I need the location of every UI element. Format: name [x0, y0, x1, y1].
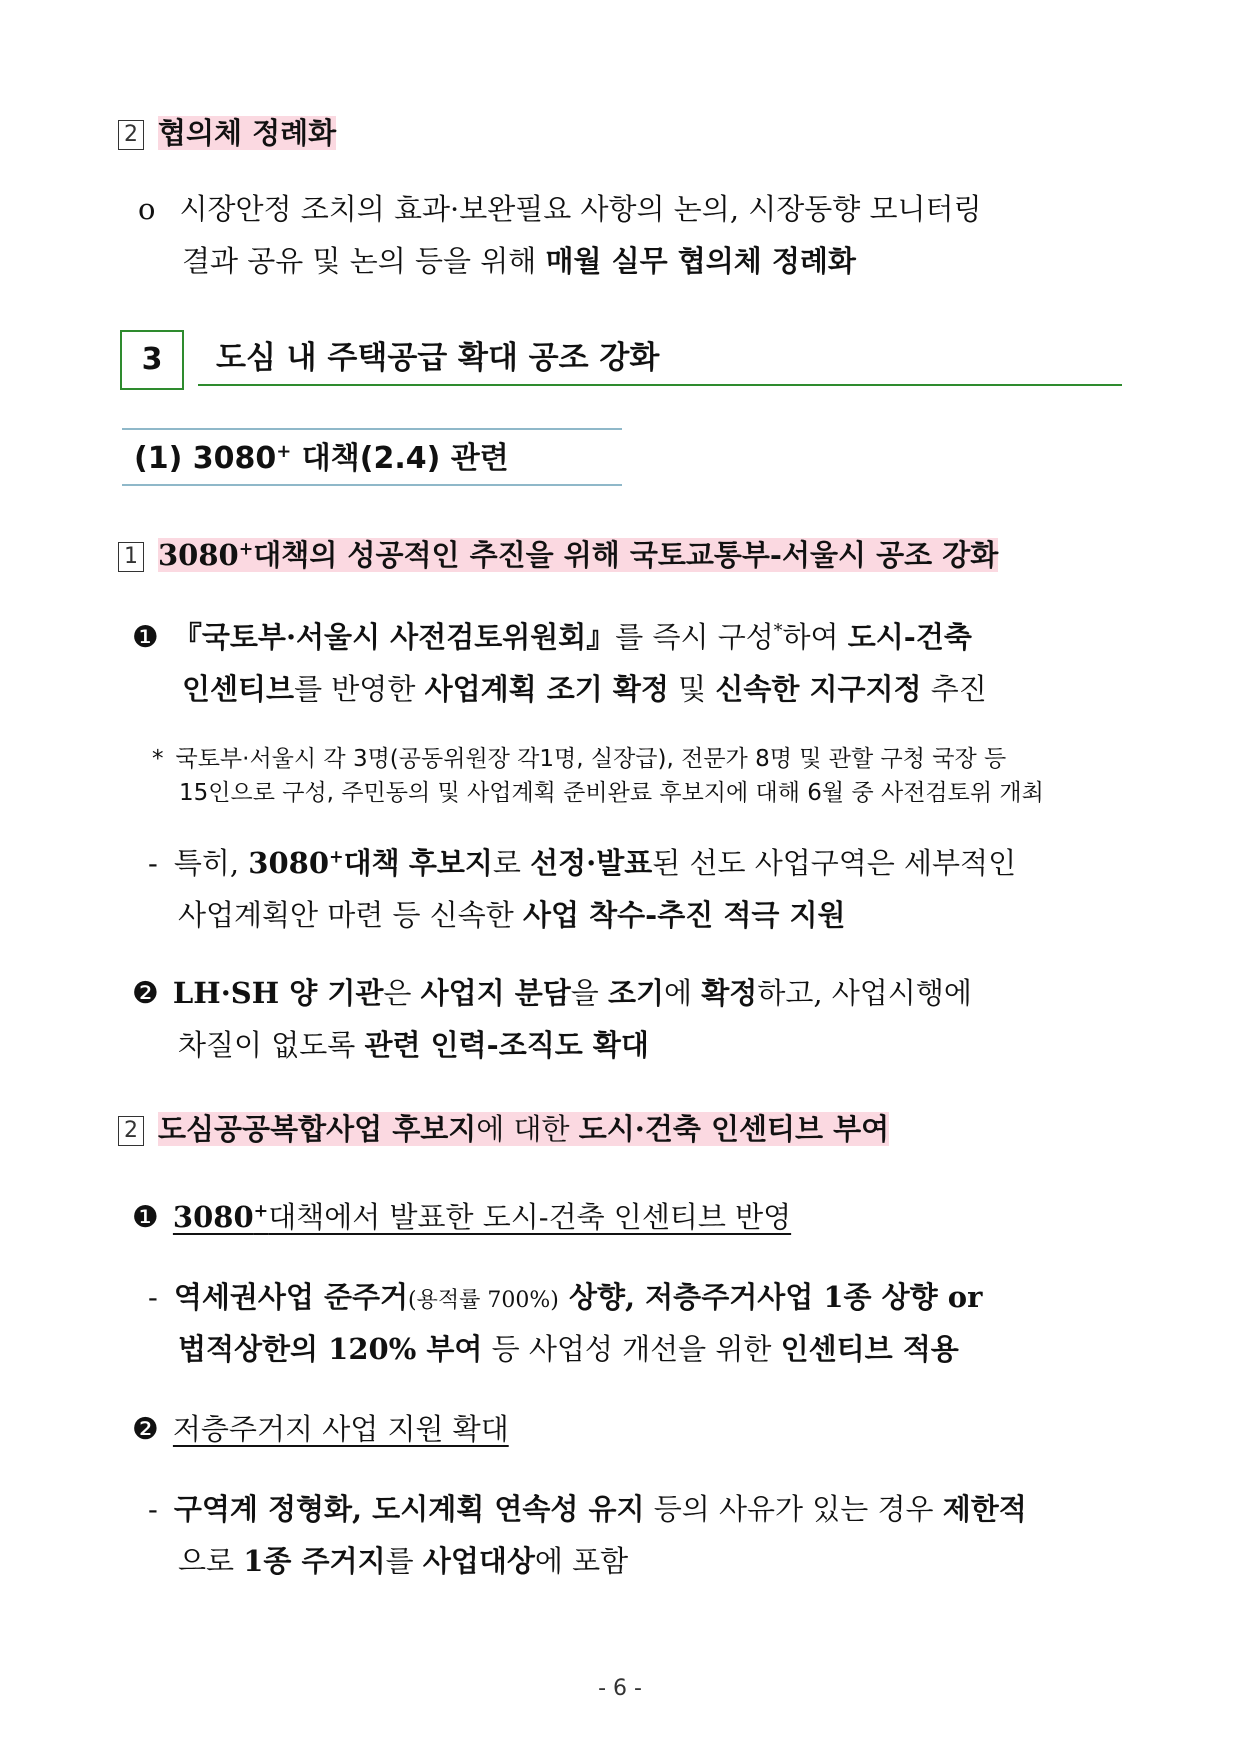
heading-text: 협의체 정례화: [158, 116, 337, 150]
committee-name: 『국토부·서울시 사전검토위원회』: [172, 620, 616, 654]
text: 을: [570, 976, 609, 1010]
item-number-box: 2: [118, 120, 144, 150]
text: 및: [668, 672, 716, 706]
bullet-text: 시장안정 조치의 효과·보완필요 사항의 논의, 시장동향 모니터링: [179, 192, 982, 226]
text-bold: 조기: [608, 976, 665, 1010]
bullet-line-1: [138, 184, 982, 234]
dash-marker: -: [148, 1492, 158, 1526]
subsection-heading: [122, 428, 622, 486]
bullet-text: 결과 공유 및 논의 등을 위해: [182, 244, 546, 278]
subsection-prefix: (1) 3080: [134, 441, 277, 476]
text-bold: 후보지: [408, 846, 493, 880]
circled-number-2: ❷: [132, 1412, 159, 1447]
footnote-line-1: [152, 742, 1006, 776]
text-bold: 도심공공복합사업 후보지: [158, 1112, 477, 1146]
text: 하고, 사업시행에: [757, 976, 972, 1010]
text-bold: 사업지 분담: [420, 976, 571, 1010]
text: 에: [664, 976, 702, 1010]
section-number-box: 3: [120, 330, 184, 390]
superscript: +: [329, 847, 344, 868]
item-number-box: 1: [118, 542, 144, 572]
item-heading-body: 대책의 성공적인 추진을 위해 국토교통부-서울시 공조 강화: [253, 538, 999, 572]
point-2-line-2: [178, 1020, 649, 1070]
footnote-line-2: [179, 776, 1044, 810]
text: 된 선도 사업구역은 세부적인: [652, 846, 1017, 880]
superscript: +: [253, 1201, 269, 1222]
text: 를: [385, 1544, 423, 1578]
text-bold: 상향, 저층주거사업 1종 상향 or: [558, 1280, 983, 1314]
text-bold: LH·SH 양 기관: [172, 976, 384, 1010]
dash-marker: -: [148, 1280, 158, 1314]
text: 추진: [921, 672, 987, 706]
underlined-heading: [173, 1200, 791, 1234]
text-bold: 1종 주거지: [243, 1544, 386, 1578]
footnote-text: 15인으로 구성, 주민동의 및 사업계획 준비완료 후보지에 대해 6월 중 사전검토위 개최: [179, 780, 1044, 806]
text-bold: 선정·발표: [530, 846, 653, 880]
circled-number-1: ❶: [132, 620, 159, 655]
point-1-line-2: [182, 664, 987, 714]
text: 특히,: [173, 846, 249, 880]
text: 으로: [178, 1544, 244, 1578]
text-bold: 인센티브: [182, 672, 295, 706]
superscript: +: [276, 441, 292, 462]
text: 등 사업성 개선을 위한: [482, 1332, 781, 1366]
bullet-line-2: [182, 236, 856, 286]
section-heading-council: [118, 108, 336, 158]
footnote-star: *: [773, 621, 783, 642]
item-heading-2: [118, 1104, 889, 1154]
item-heading-prefix: 3080: [158, 538, 239, 572]
text-bold: 인센티브 적용: [780, 1332, 959, 1366]
text: 를 반영한: [294, 672, 425, 706]
text-bold: 도시-건축: [847, 620, 972, 654]
dash-item-1-line-2: [178, 890, 846, 940]
item-heading-1: [118, 530, 998, 580]
underlined-heading: 저층주거지 사업 지원 확대: [172, 1412, 509, 1446]
text-bold: 사업대상: [422, 1544, 535, 1578]
point-1-line-1: [132, 612, 972, 663]
dash-marker: -: [148, 846, 158, 880]
item-heading-text: [158, 538, 998, 572]
text-bold: 대책: [343, 846, 400, 880]
text: 로: [492, 846, 531, 880]
text-bold: 3080: [248, 846, 329, 880]
text: 등의 사유가 있는 경우: [644, 1492, 943, 1526]
text-small: (용적률 700%): [408, 1288, 559, 1313]
text-bold: 3080: [172, 1200, 254, 1234]
text-bold: 사업 착수-추진 적극 지원: [523, 898, 846, 932]
text-bold: 관련 인력-조직도 확대: [364, 1028, 649, 1062]
point-2-line-1: [132, 968, 972, 1019]
item-number-box: 2: [118, 1116, 144, 1146]
bullet-text-bold: 매월 실무 협의체 정례화: [545, 244, 856, 278]
text: [400, 846, 409, 880]
superscript: +: [238, 539, 254, 560]
footnote-text: 국토부·서울시 각 3명(공동위원장 각1명, 실장급), 전문가 8명 및 관할 구청 국장 등: [175, 746, 1007, 772]
subsection-suffix: 대책(2.4) 관련: [291, 441, 509, 476]
dash-item-2-line-2: [178, 1324, 959, 1374]
text: 에 포함: [534, 1544, 629, 1578]
text-bold: 법적상한의 120% 부여: [178, 1332, 483, 1366]
dash-item-2-line-1: [148, 1272, 982, 1326]
text-bold: 도시·건축 인센티브 부여: [578, 1112, 890, 1146]
point-4: [132, 1404, 509, 1455]
text-bold: 제한적: [942, 1492, 1027, 1526]
text: 를 즉시 구성: [615, 620, 774, 654]
text-bold: 구역계 정형화, 도시계획 연속성 유지: [173, 1492, 645, 1526]
text: 에 대한: [476, 1112, 579, 1146]
point-3: [132, 1192, 791, 1243]
text: 차질이 없도록: [178, 1028, 365, 1062]
dash-item-3-line-1: [148, 1484, 1027, 1534]
text-bold: 역세권사업 준주거: [173, 1280, 409, 1314]
text-bold: 사업계획 조기 확정: [424, 672, 669, 706]
text-bold: 확정: [701, 976, 758, 1010]
text-bold: 신속한 지구지정: [715, 672, 922, 706]
text: 은: [383, 976, 421, 1010]
dash-item-3-line-2: [178, 1536, 628, 1586]
footnote-star: *: [152, 746, 164, 772]
circled-number-1: ❶: [132, 1200, 159, 1235]
circled-number-2: ❷: [132, 976, 159, 1011]
text: 사업계획안 마련 등 신속한: [178, 898, 524, 932]
bullet-marker: ο: [138, 192, 156, 226]
text: 대책에서 발표한 도시-건축 인센티브 반영: [268, 1200, 792, 1234]
text: 하여: [782, 620, 848, 654]
item-heading-text: [158, 1112, 889, 1146]
section-title: 도심 내 주택공급 확대 공조 강화: [198, 330, 1122, 386]
dash-item-1-line-1: [148, 838, 1016, 888]
page-number: - 6 -: [598, 1676, 642, 1701]
